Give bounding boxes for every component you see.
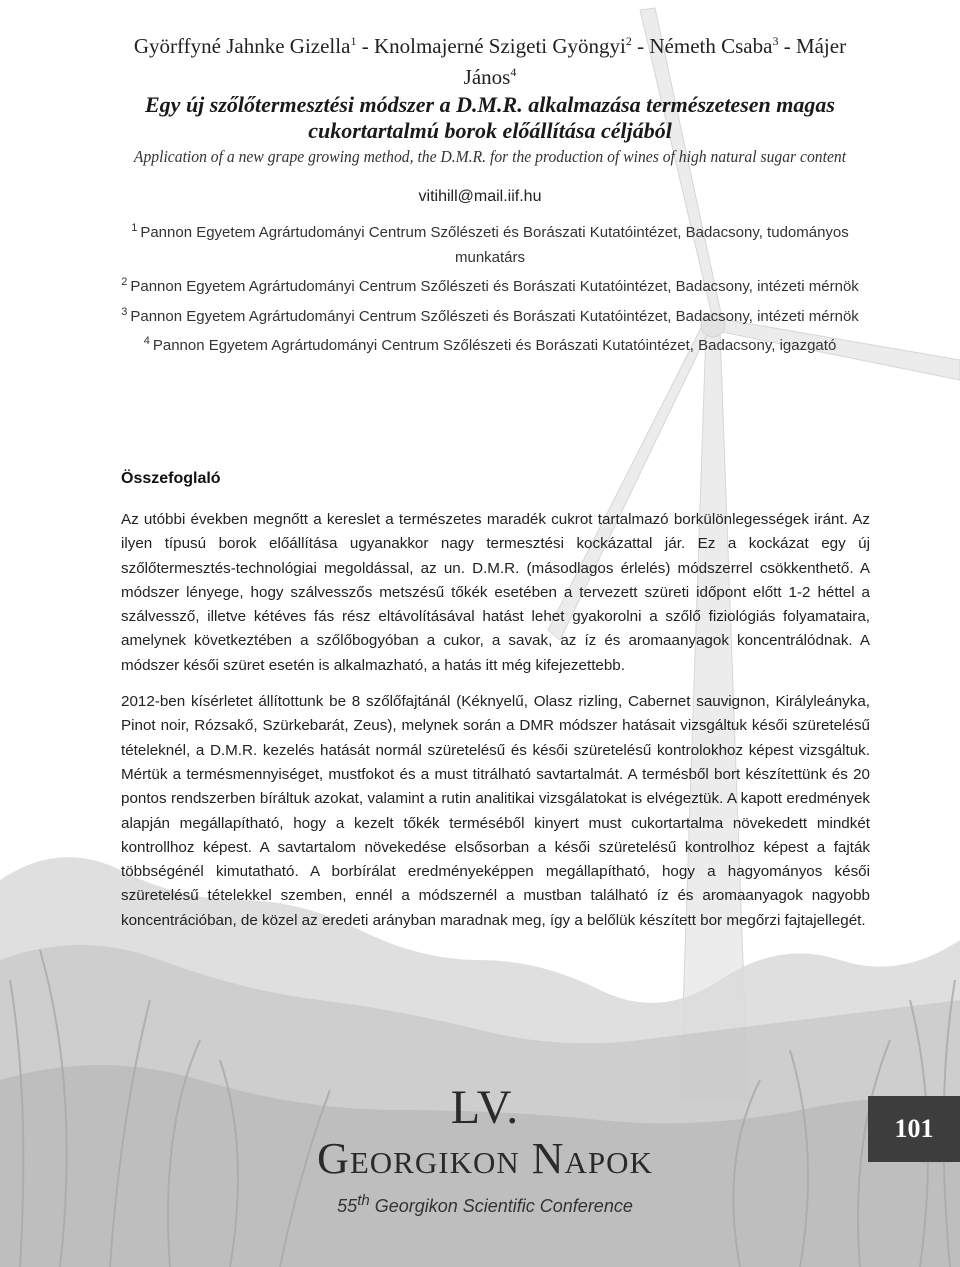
affiliation-number: 4 xyxy=(143,335,150,347)
author-name: Németh Csaba xyxy=(649,34,773,58)
paper-title: Egy új szőlőtermesztési módszer a D.M.R. alkalmazása természetesen magas cukortartalmú borok előállítása céljából xyxy=(145,92,835,143)
conference-name: Georgikon Napok xyxy=(317,1134,653,1183)
author-affil-mark: 1 xyxy=(350,34,357,48)
affiliation-text: Pannon Egyetem Agrártudományi Centrum Szőlészeti és Borászati Kutatóintézet, Badacsony, tudományos munkatárs xyxy=(140,224,849,266)
contact-email[interactable]: vitihill@mail.iif.hu xyxy=(418,188,542,205)
abstract-paragraph: 2012-ben kísérletet állítottunk be 8 szőlőfajtánál (Kéknyelű, Olasz rizling, Cabernet sauvignon, Királyleányka, Pinot noir, Rózsakő, Szürkebarát, Zeus), melynek során a DMR módszer hatásait vizsgáltuk késői szüretelésű tételeknél, a D.M.R. kezelés hatását normál szüretelésű és késői szüretelésű kontrolokhoz képest vizsgáltuk. Mértük a termésmennyiséget, mustfokot és a must titrálható savtartalmát. A termésből bort készítettünk és 20 pontos rendszerben bíráltuk azokat, valamint a rutin analitikai vizsgálatokat is elvégeztük. A kapott eredmények alapján megállapítható, hogy a kezelt tőkék terméséből kinyert must cukortartalma növekedett mindkét kontrollhoz képest. A savtartalom növekedése elsősorban a késői szüretelésű kontrolhoz képest a fajták többségénél kimutatható. A borbírálat eredményeképpen megállapítható, hogy a hagyományos késői szüretelésű tételekkel szemben, ennél a módszernél a mustban található íz és aromaanyagok nagyobb koncentrációban, de közel az eredeti arányban maradnak meg, így a belőlük készített bor megőrzi fajtajellegét. xyxy=(121,693,870,929)
author-affil-mark: 4 xyxy=(510,65,517,79)
author-list xyxy=(110,28,870,90)
affiliation-number: 2 xyxy=(121,276,128,288)
affiliation-item xyxy=(120,270,860,300)
author-name: Májer János xyxy=(463,34,847,89)
conference-ordinal: th xyxy=(357,1192,370,1209)
conference-number: 55 xyxy=(337,1196,358,1216)
author-affil-mark: 3 xyxy=(772,34,779,48)
paper-subtitle-english: Application of a new grape growing method, the D.M.R. for the production of wines of high natural sugar content xyxy=(133,147,847,166)
affiliation-number: 3 xyxy=(121,305,128,318)
affiliation-item xyxy=(120,216,860,270)
author-separator: - xyxy=(356,34,374,58)
affiliation-item xyxy=(120,300,860,330)
affiliation-number: 1 xyxy=(131,222,138,234)
author-separator: - xyxy=(778,34,796,58)
affiliation-item xyxy=(120,329,860,359)
author-name: Györffyné Jahnke Gizella xyxy=(133,34,351,58)
affiliation-text: Pannon Egyetem Agrártudományi Centrum Szőlészeti és Borászati Kutatóintézet, Badacsony, igazgató xyxy=(152,337,837,354)
conference-subtitle-text: Georgikon Scientific Conference xyxy=(369,1196,633,1216)
affiliation-list xyxy=(120,216,860,359)
affiliation-text: Pannon Egyetem Agrártudományi Centrum Szőlészeti és Borászati Kutatóintézet, Badacsony, intézeti mérnök xyxy=(130,307,859,325)
author-name: Knolmajerné Szigeti Gyöngyi xyxy=(373,34,626,58)
abstract-body xyxy=(121,508,870,945)
section-heading-summary: Összefoglaló xyxy=(121,470,221,487)
conference-logo xyxy=(300,1082,670,1217)
page-number-badge: 101 xyxy=(868,1096,960,1162)
author-affil-mark: 2 xyxy=(625,34,632,48)
author-separator: - xyxy=(631,34,650,58)
conference-subtitle xyxy=(300,1192,670,1217)
abstract-paragraph: Az utóbbi években megnőtt a kereslet a természetes maradék cukrot tartalmazó borkülönlegességek iránt. Az ilyen típusú borok előállítása ugyanakkor nagy termesztési kockázattal jár. Ez a kockázat egy új szőlőtermesztés-technológiai megoldással, az un. D.M.R. (másodlagos érlelés) módszerrel csökkenthető. A módszer lényege, hogy szálvesszős metszésű tőkék esetében a tervezett szüreti időpont előtt 1-2 héttel a szálvessző, illetve kétéves fás rész eltávolításával hatást lehet gyakorolni a szőlő fiziológiás folyamataira, amelynek következtében a szőlőbogyóban a cukor, a savak, az íz és aromaanyagok koncentrálódnak. A módszer késői szüret esetén is alkalmazható, a hatás itt még kifejezettebb. xyxy=(121,511,870,674)
affiliation-text: Pannon Egyetem Agrártudományi Centrum Szőlészeti és Borászati Kutatóintézet, Badacsony, intézeti mérnök xyxy=(130,278,859,295)
conference-edition: LV. xyxy=(450,1081,520,1134)
